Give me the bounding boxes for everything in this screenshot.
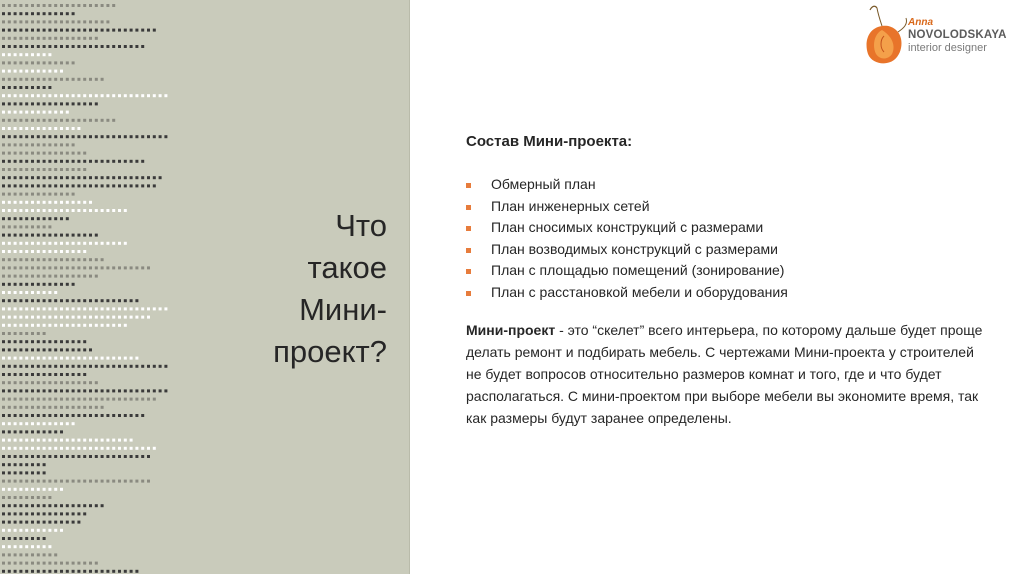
bullet-icon [466, 205, 471, 210]
section-heading: Состав Мини-проекта: [466, 133, 633, 150]
bullet-icon [466, 183, 471, 188]
bullet-icon [466, 291, 471, 296]
bullet-icon [466, 248, 471, 253]
left-panel [0, 0, 410, 574]
title-line-1: Что [335, 208, 387, 243]
logo-last-name: NOVOLODSKAYA [908, 29, 1007, 41]
bullet-icon [466, 269, 471, 274]
title-line-4: проект? [273, 334, 387, 369]
list-item [466, 239, 986, 261]
list-item-label: План с расстановкой мебели и оборудования [491, 283, 788, 300]
title-line-3: Мини- [299, 292, 387, 327]
description [466, 319, 986, 429]
bullet-icon [466, 226, 471, 231]
list-item [466, 196, 986, 218]
items-list [466, 174, 986, 303]
list-item-label: План инженерных сетей [491, 197, 650, 214]
slide-title [187, 205, 387, 373]
logo-role: interior designer [908, 42, 987, 54]
description-text: - это “скелет” всего интерьера, по которому дальше будет проще делать ремонт и подбирать мебель. С чертежами Мини-проекта у строителей не будет вопросов относительно размеров комнат и того, где и что будет располагаться. С мини-проектом при выборе мебели вы экономите время, так как размеры будут заранее определены. [466, 322, 983, 426]
list-item [466, 217, 986, 239]
logo-text [908, 16, 1007, 55]
logo-first-name: Anna [908, 17, 933, 28]
list-item [466, 260, 986, 282]
title-line-2: такое [307, 250, 387, 285]
list-item [466, 282, 986, 304]
designer-logo [858, 2, 1018, 74]
content-area [466, 133, 986, 443]
list-item-label: План возводимых конструкций с размерами [491, 240, 778, 257]
list-item [466, 174, 986, 196]
list-item-label: План с площадью помещений (зонирование) [491, 262, 785, 278]
list-item-label: Обмерный план [491, 176, 596, 192]
list-item-label: План сносимых конструкций с размерами [491, 219, 764, 235]
description-term: Мини-проект [466, 322, 556, 338]
